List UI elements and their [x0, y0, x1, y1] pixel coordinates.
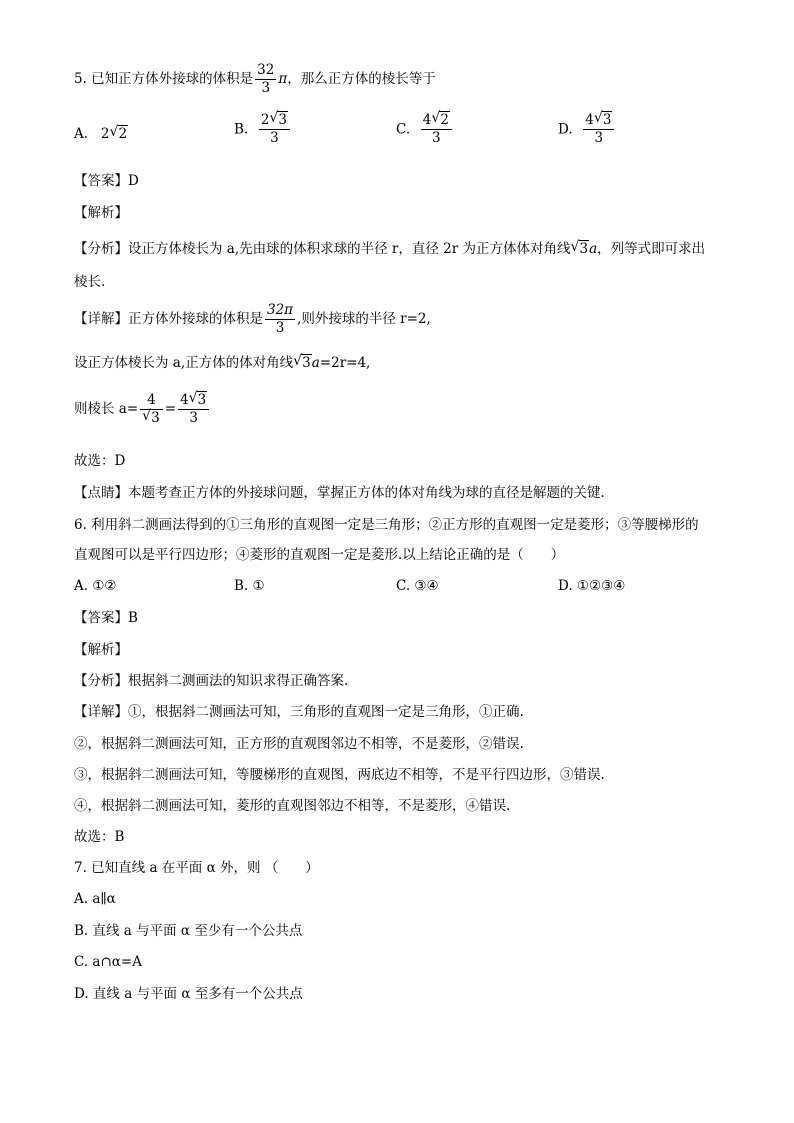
q6-option-c: C. ③④: [396, 578, 439, 594]
q5-choice: 故选：D: [74, 453, 126, 469]
q5-comment: 【点睛】本题考查正方体的外接球问题，掌握正方体的体对角线为球的直径是解题的关键.: [74, 485, 605, 501]
q7-option-d: D. 直线 a 与平面 α 至多有一个公共点: [74, 986, 303, 1002]
fraction: $\frac{32}{3}$: [257, 62, 275, 96]
q6-choice: 故选：B: [74, 829, 125, 845]
q6-xiangjie: 【详解】①，根据斜二测画法可知，三角形的直观图一定是三角形，①正确.: [74, 704, 524, 720]
q6-stem-line2: 直观图可以是平行四边形；④菱形的直观图一定是菱形.以上结论正确的是（ ）: [74, 547, 565, 563]
q6-step2: ②，根据斜二测画法可知，正方形的直观图邻边不相等，不是菱形，②错误.: [74, 736, 524, 752]
q5-fenxi: 【分析】设正方体棱长为 a,先由球的体积求球的半径 r，直径 2r 为正方体体对角线 √ 3a，列等式即可求出: [74, 239, 706, 257]
q5-option-a: A. 2 √ 2: [74, 124, 128, 142]
q6-option-b: B. ①: [234, 578, 265, 594]
q6-option-a: A. ①②: [74, 578, 117, 594]
q7-option-b: B. 直线 a 与平面 α 至少有一个公共点: [74, 923, 303, 939]
sqrt: √ 2: [109, 124, 128, 142]
q7-option-a: A. a∥α: [74, 891, 116, 907]
q6-step3: ③，根据斜二测画法可知，等腰梯形的直观图，两底边不相等，不是平行四边形，③错误.: [74, 767, 605, 783]
q6-stem-line1: 6. 利用斜二测画法得到的①三角形的直观图一定是三角形；②正方形的直观图一定是菱形；③等腰梯形的: [74, 517, 699, 533]
q6-option-d: D. ①②③④: [558, 578, 626, 594]
q7-option-c: C. a∩α=A: [74, 954, 142, 970]
q5-option-b: B. 2 √ 3 3: [234, 112, 292, 147]
q7-stem: 7. 已知直线 a 在平面 α 外，则 （ ）: [74, 860, 319, 876]
q5-step2: 设正方体棱长为 a,正方体的体对角线 √ 3a=2r=4,: [74, 353, 371, 371]
q6-answer: 【答案】B: [74, 610, 138, 626]
q5-option-d: D. 4 √ 3 3: [558, 112, 616, 147]
q6-analysis-heading: 【解析】: [74, 642, 128, 658]
q5-option-c: C. 4 √ 2 3: [396, 112, 454, 147]
q5-analysis-heading: 【解析】: [74, 205, 128, 221]
q5-step3: 则棱长 a= 4 √ 3 = 4 √ 3 3: [74, 392, 211, 427]
q5-fenxi-cont: 棱长.: [74, 274, 106, 290]
q5-answer: 【答案】D: [74, 173, 139, 189]
q6-step4: ④，根据斜二测画法可知，菱形的直观图邻边不相等，不是菱形，④错误.: [74, 798, 511, 814]
q5-xiangjie: 【详解】正方体外接球的体积是 $\frac{32\pi}{3}$ ,则外接球的半径 r=2,: [74, 302, 431, 336]
q6-fenxi: 【分析】根据斜二测画法的知识求得正确答案.: [74, 673, 349, 689]
q5-stem: 5. 已知正方体外接球的体积是 $\frac{32}{3}$ π，那么正方体的棱长等于: [74, 62, 436, 96]
